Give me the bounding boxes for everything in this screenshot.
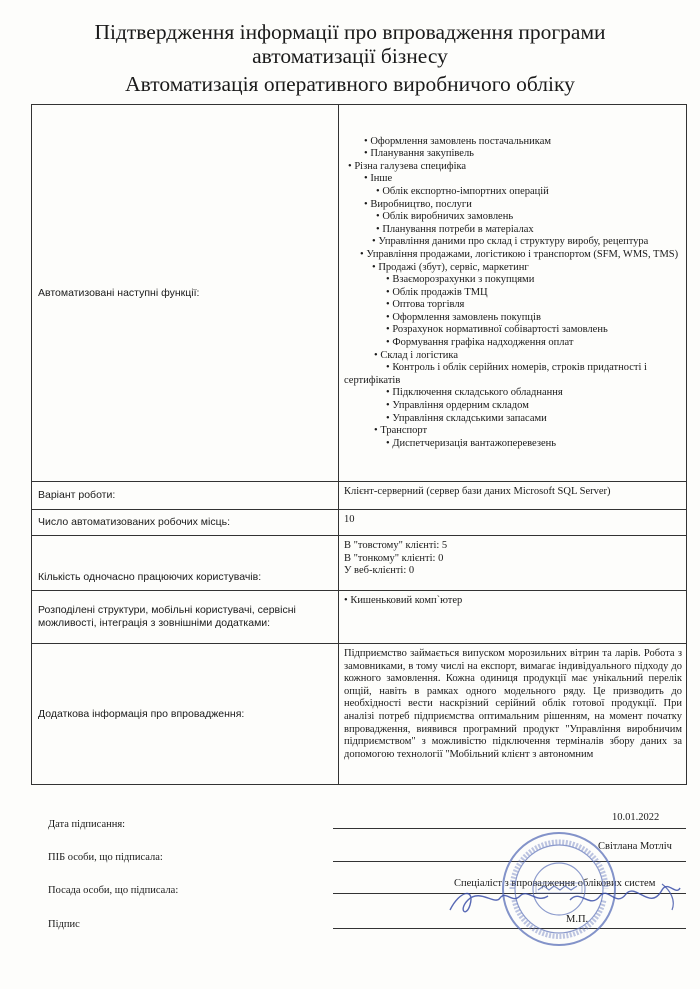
position-value: Спеціаліст з впровадження облікових систем [454, 878, 656, 889]
distributed-value [339, 591, 687, 644]
users-values [339, 536, 687, 591]
functions-items [344, 136, 682, 451]
seal-label: М.П. [566, 914, 589, 925]
function-item: • Розрахунок нормативної собівартості замовлень [344, 324, 682, 337]
users-label: Кількість одночасно працюючих користувачів: [32, 536, 339, 591]
function-item: • Формування графіка надходження оплат [344, 337, 682, 350]
users-web-client: У веб-клієнті: 0 [344, 565, 415, 577]
row-functions [32, 105, 687, 482]
document-title-line2: автоматизації бізнесу [252, 44, 448, 68]
functions-list [339, 105, 687, 482]
function-item: • Підключення складського обладнання [344, 387, 682, 400]
date-label: Дата підписання: [48, 819, 126, 830]
document-subtitle: Автоматизація оперативного виробничого обліку [125, 72, 575, 96]
additional-value: Підприємство займається випуском морозильних вітрин та ларів. Робота з замовниками, в тому числі на експорт, вимагає індивідуального підходу до кожного замовлення. Кожна одиниця продукції має унікальний перелік опцій, навіть в рамках одного модельного ряду. Це призводить до необхідності вести наскрізний серійний облік готової продукції. При аналізі потреб підприємства оптимальним рішенням, на момент початку впровадження, виявився програмний продукт "Управління виробничим підприємством" з можливістю підключення терміналів збору даних за допомогою технології "Мобільний клієнт з автономним [339, 644, 687, 785]
function-item: • Різна галузева специфіка [344, 161, 682, 174]
name-label: ПІБ особи, що підписала: [48, 852, 163, 863]
function-item: • Транспорт [344, 425, 682, 438]
function-item: • Управління складськими запасами [344, 413, 682, 426]
name-value: Світлана Мотліч [598, 841, 672, 852]
functions-label: Автоматизовані наступні функції: [32, 105, 339, 482]
function-item: • Управління продажами, логістикою і транспортом (SFM, WMS, TMS) [344, 249, 682, 262]
document-title-line1: Підтвердження інформації про впровадження програми [94, 20, 606, 44]
function-item: • Контроль і облік серійних номерів, строків придатності і сертифікатів [344, 362, 682, 387]
row-distributed [32, 591, 687, 644]
function-item: • Виробництво, послуги [344, 199, 682, 212]
function-item: • Облік продажів ТМЦ [344, 287, 682, 300]
function-item: • Взаєморозрахунки з покупцями [344, 274, 682, 287]
date-rule [333, 828, 686, 829]
function-item: • Оформлення замовлень покупців [344, 312, 682, 325]
distributed-label: Розподілені структури, мобільні користувачі, сервісні можливості, інтеграція з зовнішніми додатками: [32, 591, 339, 644]
function-item: • Продажі (збут), сервіс, маркетинг [344, 262, 682, 275]
users-thick-client: В "товстому" клієнті: 5 [344, 540, 448, 551]
workplaces-value: 10 [339, 510, 687, 536]
function-item: • Інше [344, 173, 682, 186]
function-item: • Склад і логістика [344, 350, 682, 363]
function-item: • Управління ордерним складом [344, 400, 682, 413]
implementation-table [31, 104, 687, 785]
function-item: • Оформлення замовлень постачальникам [344, 136, 682, 149]
row-users [32, 536, 687, 591]
row-additional [32, 644, 687, 785]
workplaces-label: Число автоматизованих робочих місць: [32, 510, 339, 536]
function-item: • Диспетчеризація вантажоперевезень [344, 438, 682, 451]
users-thin-client: В "тонкому" клієнті: 0 [344, 552, 444, 564]
variant-label: Варіант роботи: [32, 482, 339, 510]
row-workplaces [32, 510, 687, 536]
row-variant [32, 482, 687, 510]
additional-label: Додаткова інформація про впровадження: [32, 644, 339, 785]
distributed-item: • Кишеньковий комп`ютер [344, 595, 462, 606]
date-value: 10.01.2022 [612, 812, 660, 823]
signature-label: Підпис [48, 919, 80, 930]
handwritten-signature [440, 870, 690, 930]
function-item: • Планування потреби в матеріалах [344, 224, 682, 237]
function-item: • Оптова торгівля [344, 299, 682, 312]
function-item: • Планування закупівель [344, 148, 682, 161]
variant-value: Клієнт-серверний (сервер бази даних Microsoft SQL Server) [339, 482, 687, 510]
function-item: • Управління даними про склад і структуру виробу, рецептура [344, 236, 682, 249]
function-item: • Облік виробничих замовлень [344, 211, 682, 224]
position-label: Посада особи, що підписала: [48, 885, 179, 896]
function-item: • Облік експортно-імпортних операцій [344, 186, 682, 199]
